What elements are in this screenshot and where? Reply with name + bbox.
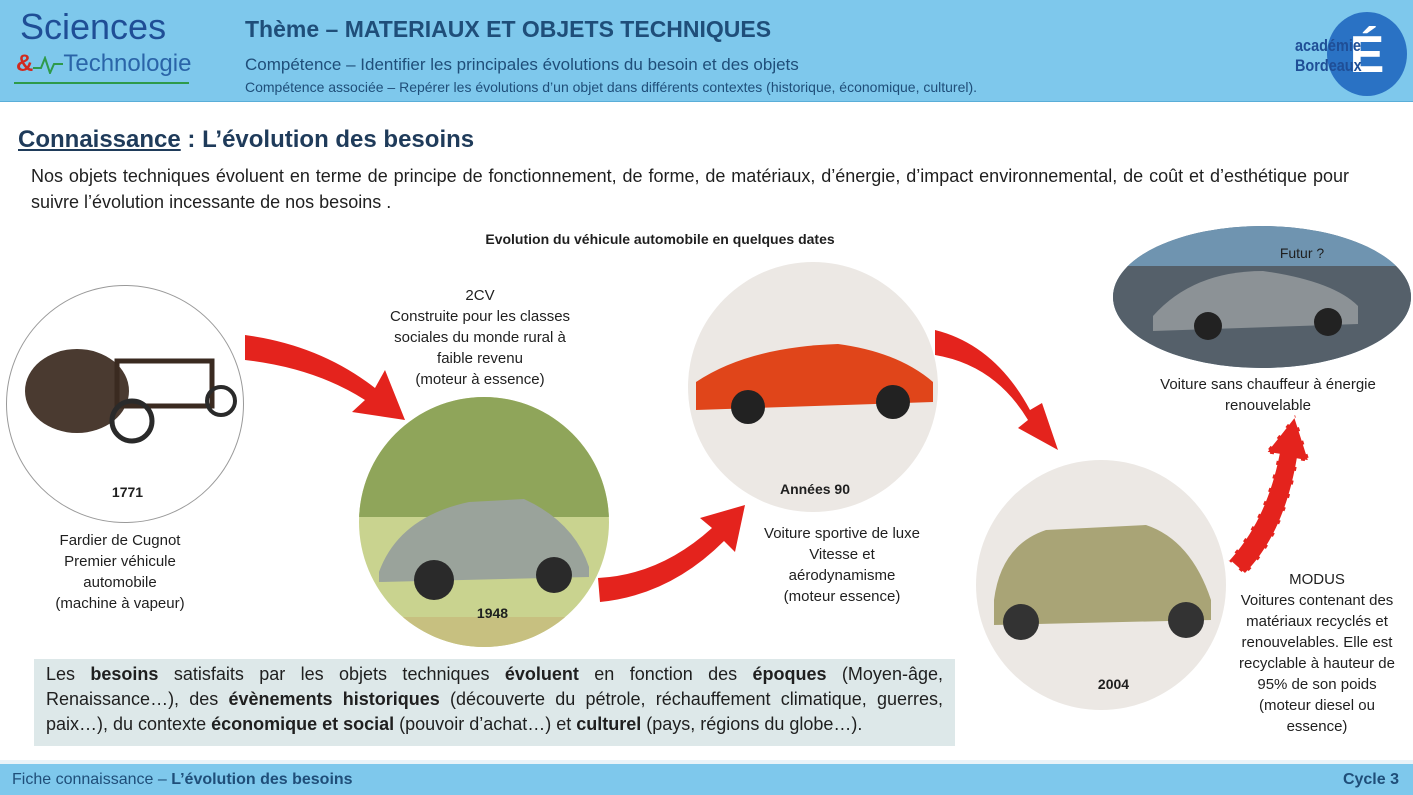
footer-prefix: Fiche connaissance – [12, 771, 172, 788]
summary-bold: époques [752, 664, 827, 684]
caption-line: (moteur essence) [783, 588, 901, 605]
summary-box [34, 659, 955, 746]
caption-line: (moteur diesel ou [1259, 697, 1375, 714]
summary-text: (Moyen-âge, Renaissance…), des [46, 664, 943, 709]
caption-line: Fardier de Cugnot [59, 532, 181, 549]
academie-letter: É [1349, 26, 1385, 84]
intro-paragraph: Nos objets techniques évoluent en terme de principe de fonctionnement, de forme, de matériaux, d’énergie, d’impact environnemental, de coût et d’esthétique pour suivre l’évolution incessante de nos besoins . [31, 166, 1349, 212]
summary-bold: évoluent [504, 664, 579, 684]
timeline-title: Evolution du véhicule automobile en quelques dates [485, 231, 835, 247]
competence-text: Compétence – Identifier les principales évolutions du besoin et des objets [245, 55, 799, 74]
logo-line1: Sciences [20, 6, 167, 47]
footer-bar [0, 760, 1413, 795]
caption-line: (machine à vapeur) [55, 595, 185, 612]
arrow-90-2004 [935, 330, 1058, 450]
footer-cycle: Cycle 3 [1342, 771, 1399, 788]
year-1948: 1948 [476, 605, 509, 621]
title-rest: : L’évolution des besoins [180, 126, 475, 153]
caption-line: Voiture sans chauffeur à énergie [1160, 376, 1376, 393]
academie-line2: Bordeaux [1295, 56, 1362, 75]
caption-line: essence) [1286, 718, 1348, 735]
caption-line: matériaux recyclés et [1246, 613, 1388, 630]
summary-bold: économique et social [211, 714, 395, 734]
logo-line2-text: Technologie [63, 50, 192, 77]
summary-text: (découverte du pétrole, réchauffement climatique, guerres, paix…), du contexte [46, 689, 943, 734]
caption-line: aérodynamisme [788, 567, 896, 584]
academie-line1: académie [1295, 36, 1361, 55]
caption-line: renouvelables. Elle est [1241, 634, 1393, 651]
summary-text: Les [46, 664, 91, 684]
summary-bold: culturel [576, 714, 642, 734]
logo-amp: & [16, 50, 34, 77]
caption-line: Construite pour les classes [389, 308, 571, 325]
summary-text: en fonction des [578, 664, 753, 684]
year-annees-90: Années 90 [779, 481, 851, 497]
caption-line: Voitures contenant des [1240, 592, 1394, 609]
summary-bold: évènements historiques [228, 689, 440, 709]
caption-line: (moteur à essence) [415, 371, 545, 388]
caption-line: recyclable à hauteur de [1239, 655, 1395, 672]
caption-line: renouvelable [1225, 397, 1311, 414]
caption-line: Voiture sportive de luxe [764, 525, 920, 542]
caption-line: Vitesse et [809, 546, 875, 563]
footer-title [12, 771, 353, 789]
summary-text: satisfaits par les objets techniques [158, 664, 505, 684]
caption-line: MODUS [1289, 571, 1345, 588]
caption-line: faible revenu [437, 350, 523, 367]
competence-associee-text: Compétence associée – Repérer les évolutions d’un objet dans différents contextes (historique, économique, culturel). [245, 79, 978, 95]
caption-line: Premier véhicule [64, 553, 176, 570]
caption-line: 95% de son poids [1257, 676, 1377, 693]
caption-line: 2CV [465, 287, 495, 304]
arrow-1948-90 [598, 505, 745, 602]
title-prefix: Connaissance [18, 126, 181, 153]
year-2004: 2004 [1097, 676, 1130, 692]
caption-line: sociales du monde rural à [394, 329, 566, 346]
summary-text: (pays, régions du globe…). [641, 714, 863, 734]
arrow-2004-futur [1228, 415, 1310, 575]
theme-title: Thème – MATERIAUX ET OBJETS TECHNIQUES [245, 16, 772, 42]
summary-bold: besoins [90, 664, 159, 684]
caption-line: automobile [83, 574, 157, 591]
year-futur: Futur ? [1279, 245, 1325, 261]
arrow-1771-1948 [245, 335, 405, 420]
footer-title-bold: L’évolution des besoins [171, 771, 353, 788]
year-1771: 1771 [111, 484, 144, 500]
summary-text: (pouvoir d’achat…) et [394, 714, 577, 734]
